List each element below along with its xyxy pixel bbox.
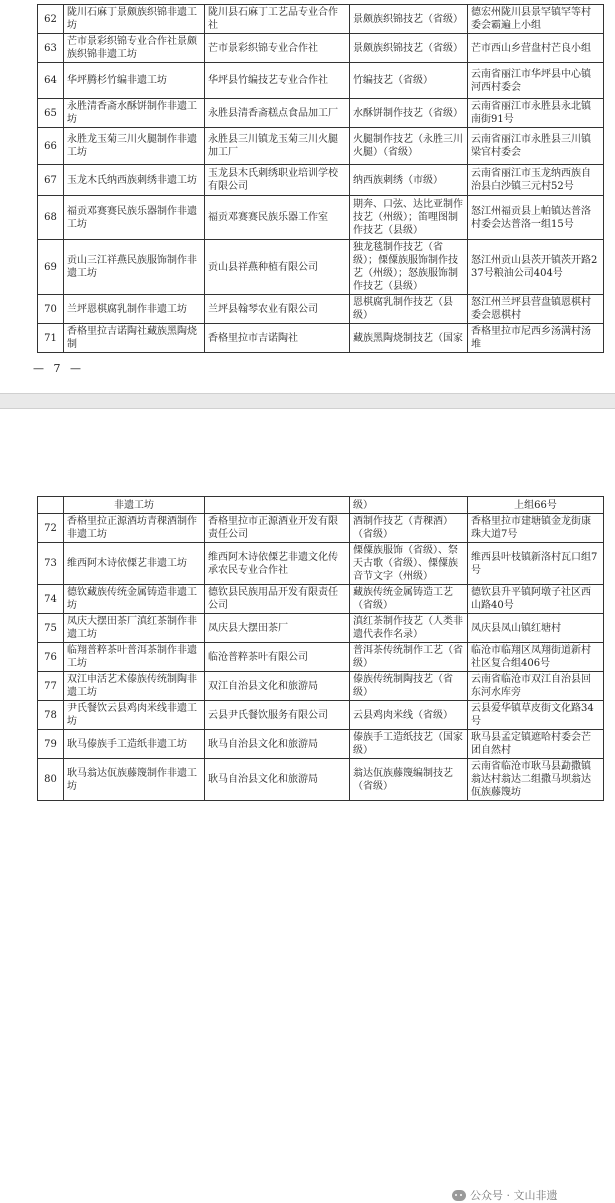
skill-cell: 竹编技艺（省级） [350, 63, 468, 99]
row-number-cell: 62 [38, 5, 64, 34]
address-cell: 怒江州兰坪县营盘镇恩棋村委会恩棋村 [468, 295, 604, 324]
table-row [38, 672, 604, 701]
company-cell: 耿马自治县文化和旅游局 [205, 759, 350, 801]
table-row [38, 295, 604, 324]
address-cell: 凤庆县凤山镇红塘村 [468, 614, 604, 643]
row-number-cell: 74 [38, 585, 64, 614]
company-cell: 香格里拉市正源酒业开发有限责任公司 [205, 514, 350, 543]
skill-cell: 级） [350, 497, 468, 514]
row-number-cell: 79 [38, 730, 64, 759]
address-cell: 临沧市临翔区凤翔街道新村社区复合组406号 [468, 643, 604, 672]
heritage-workshop-table-bottom [37, 496, 604, 801]
company-cell: 贡山县祥燕种植有限公司 [205, 240, 350, 295]
row-number-cell: 80 [38, 759, 64, 801]
company-cell: 福贡邓赛赛民族乐器工作室 [205, 196, 350, 240]
watermark-text: 公众号 · 文山非遗 [470, 1189, 558, 1202]
table-row [38, 759, 604, 801]
address-cell: 怒江州贡山县茨开镇茨开路237号粮油公司404号 [468, 240, 604, 295]
address-cell: 云县爱华镇草皮街文化路34号 [468, 701, 604, 730]
address-cell: 芒市西山乡营盘村芒良小组 [468, 34, 604, 63]
row-number-cell: 63 [38, 34, 64, 63]
company-cell: 芒市景彩织锦专业合作社 [205, 34, 350, 63]
table-row [38, 730, 604, 759]
skill-cell: 独龙毯制作技艺（省级）；傈僳族服饰制作技艺（州级）；怒族服饰制作技艺（县级） [350, 240, 468, 295]
document-page-top [0, 0, 615, 393]
company-cell: 双江自治县文化和旅游局 [205, 672, 350, 701]
address-cell: 云南省丽江市玉龙纳西族自治县白沙镇三元村52号 [468, 165, 604, 196]
company-cell: 永胜县清香斋糕点食品加工厂 [205, 99, 350, 128]
table-row [38, 165, 604, 196]
project-name-cell: 贡山三江祥燕民族服饰制作非遗工坊 [64, 240, 205, 295]
company-cell [205, 497, 350, 514]
company-cell: 耿马自治县文化和旅游局 [205, 730, 350, 759]
project-name-cell: 芒市景彩织锦专业合作社景颇族织锦非遗工坊 [64, 34, 205, 63]
project-name-cell: 德钦藏族传统金属铸造非遗工坊 [64, 585, 205, 614]
address-cell: 怒江州福贡县上帕镇达普洛村委会达普洛一组15号 [468, 196, 604, 240]
company-cell: 永胜县三川镇龙玉菊三川火腿加工厂 [205, 128, 350, 165]
company-cell: 德钦县民族用品开发有限责任公司 [205, 585, 350, 614]
address-cell: 德钦县升平镇阿墩子社区西山路40号 [468, 585, 604, 614]
company-cell: 兰坪县翰琴农业有限公司 [205, 295, 350, 324]
footer-watermark [452, 1187, 558, 1203]
skill-cell: 傣族传统制陶技艺（省级） [350, 672, 468, 701]
company-cell: 香格里拉市吉诺陶社 [205, 324, 350, 353]
address-cell: 云南省临沧市耿马县勐撒镇翁达村翁达二组撒马坝翁达佤族藤篾坊 [468, 759, 604, 801]
project-name-cell: 双江申活艺术傣族传统制陶非遗工坊 [64, 672, 205, 701]
project-name-cell: 尹氏餐饮云县鸡肉米线非遗工坊 [64, 701, 205, 730]
row-number-cell: 77 [38, 672, 64, 701]
table-row [38, 34, 604, 63]
address-cell: 云南省丽江市华坪县中心镇河西村委会 [468, 63, 604, 99]
project-name-cell: 凤庆大摆田茶厂滇红茶制作非遗工坊 [64, 614, 205, 643]
address-cell: 云南省丽江市永胜县三川镇梁官村委会 [468, 128, 604, 165]
project-name-cell: 陇川石麻丁景颇族织锦非遗工坊 [64, 5, 205, 34]
skill-cell: 藏族传统金属铸造工艺（省级） [350, 585, 468, 614]
table-row [38, 63, 604, 99]
project-name-cell: 兰坪恩棋腐乳制作非遗工坊 [64, 295, 205, 324]
project-name-cell: 华坪腾杉竹编非遗工坊 [64, 63, 205, 99]
row-number-cell: 72 [38, 514, 64, 543]
row-number-cell: 68 [38, 196, 64, 240]
row-number-cell: 65 [38, 99, 64, 128]
project-name-cell: 耿马傣族手工造纸非遗工坊 [64, 730, 205, 759]
project-name-cell: 福贡邓赛赛民族乐器制作非遗工坊 [64, 196, 205, 240]
project-name-cell: 临翔普粹茶叶普洱茶制作非遗工坊 [64, 643, 205, 672]
skill-cell: 景颇族织锦技艺（省级） [350, 5, 468, 34]
table-row [38, 324, 604, 353]
project-name-cell: 香格里拉吉诺陶社藏族黑陶烧制 [64, 324, 205, 353]
address-cell: 德宏州陇川县景罕镇罕等村委会霸遍上小组 [468, 5, 604, 34]
table-row [38, 585, 604, 614]
address-cell: 耿马县孟定镇遮哈村委会芒团自然村 [468, 730, 604, 759]
skill-cell: 纳西族刺绣（市级） [350, 165, 468, 196]
project-name-cell: 永胜龙玉菊三川火腿制作非遗工坊 [64, 128, 205, 165]
project-name-cell: 香格里拉正源酒坊青稞酒制作非遗工坊 [64, 514, 205, 543]
skill-cell: 酒制作技艺（青稞酒）（省级） [350, 514, 468, 543]
address-cell: 上组66号 [468, 497, 604, 514]
company-cell: 陇川县石麻丁工艺品专业合作社 [205, 5, 350, 34]
table-row [38, 5, 604, 34]
skill-cell: 傈僳族服饰（省级）、祭天古歌（省级）、傈僳族音节文字（州级） [350, 543, 468, 585]
skill-cell: 火腿制作技艺（永胜三川火腿）（省级） [350, 128, 468, 165]
skill-cell: 傣族手工造纸技艺（国家级） [350, 730, 468, 759]
row-number-cell [38, 497, 64, 514]
skill-cell: 水酥饼制作技艺（省级） [350, 99, 468, 128]
heritage-workshop-table-top [37, 4, 604, 353]
document-page-bottom [0, 409, 615, 1202]
skill-cell: 藏族黑陶烧制技艺（国家 [350, 324, 468, 353]
address-cell: 香格里拉市尼西乡汤满村汤堆 [468, 324, 604, 353]
skill-cell: 翁达佤族藤篾编制技艺（省级） [350, 759, 468, 801]
row-number-cell: 75 [38, 614, 64, 643]
address-cell: 云南省丽江市永胜县永北镇南街91号 [468, 99, 604, 128]
skill-cell: 恩棋腐乳制作技艺（县级） [350, 295, 468, 324]
skill-cell: 云县鸡肉米线（省级） [350, 701, 468, 730]
row-number-cell: 78 [38, 701, 64, 730]
company-cell: 维西阿木诗依傈艺非遗文化传承农民专业合作社 [205, 543, 350, 585]
row-number-cell: 67 [38, 165, 64, 196]
address-cell: 香格里拉市建塘镇金龙街康珠大道7号 [468, 514, 604, 543]
table-row [38, 614, 604, 643]
project-name-cell: 永胜清香斋水酥饼制作非遗工坊 [64, 99, 205, 128]
table-row [38, 701, 604, 730]
row-number-cell: 76 [38, 643, 64, 672]
skill-cell: 普洱茶传统制作工艺（省级） [350, 643, 468, 672]
project-name-cell: 非遗工坊 [64, 497, 205, 514]
company-cell: 凤庆县大摆田茶厂 [205, 614, 350, 643]
address-cell: 维西县叶枝镇新洛村瓦口组7号 [468, 543, 604, 585]
company-cell: 临沧普粹茶叶有限公司 [205, 643, 350, 672]
project-name-cell: 维西阿木诗依傈艺非遗工坊 [64, 543, 205, 585]
table-row [38, 240, 604, 295]
skill-cell: 期奔、口弦、达比亚制作技艺（州级）；笛哩图制作技艺（县级） [350, 196, 468, 240]
table-row-continuation [38, 497, 604, 514]
project-name-cell: 耿马翁达佤族藤篾制作非遗工坊 [64, 759, 205, 801]
project-name-cell: 玉龙木氏纳西族刺绣非遗工坊 [64, 165, 205, 196]
row-number-cell: 69 [38, 240, 64, 295]
row-number-cell: 73 [38, 543, 64, 585]
company-cell: 云县尹氏餐饮服务有限公司 [205, 701, 350, 730]
company-cell: 华坪县竹编技艺专业合作社 [205, 63, 350, 99]
page-separator [0, 393, 615, 409]
company-cell: 玉龙县木氏刺绣职业培训学校有限公司 [205, 165, 350, 196]
table-row [38, 99, 604, 128]
table-row [38, 643, 604, 672]
table-row [38, 514, 604, 543]
row-number-cell: 64 [38, 63, 64, 99]
row-number-cell: 70 [38, 295, 64, 324]
skill-cell: 景颇族织锦技艺（省级） [350, 34, 468, 63]
address-cell: 云南省临沧市双江自治县回东河水库旁 [468, 672, 604, 701]
skill-cell: 滇红茶制作技艺（人类非遗代表作名录） [350, 614, 468, 643]
wechat-icon [452, 1190, 466, 1201]
table-row [38, 128, 604, 165]
page-number: — 7 — [33, 362, 84, 375]
row-number-cell: 71 [38, 324, 64, 353]
table-row [38, 196, 604, 240]
table-row [38, 543, 604, 585]
row-number-cell: 66 [38, 128, 64, 165]
